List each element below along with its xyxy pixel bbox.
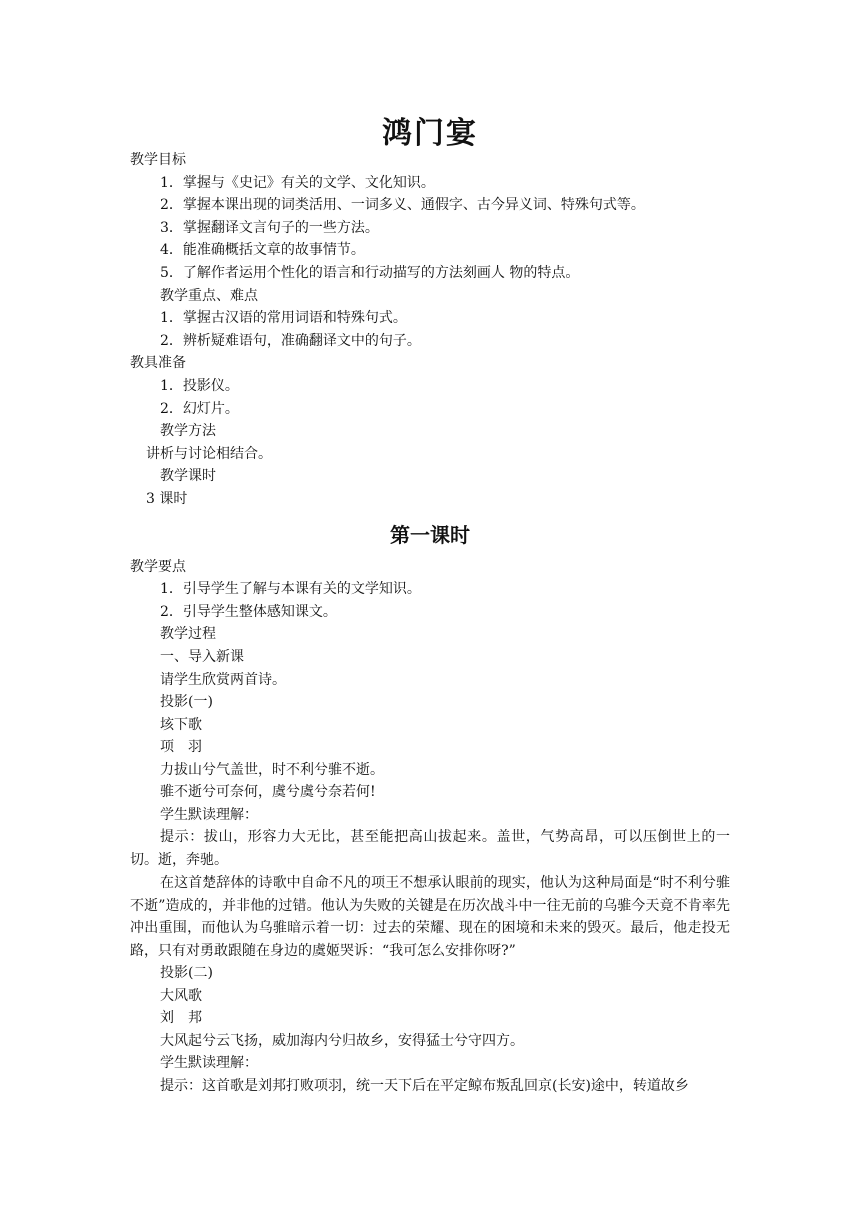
heading-class-hours: 教学课时 <box>160 468 216 484</box>
body-text-line: 学生默读理解： <box>160 1055 258 1071</box>
goal-item: 3．掌握翻译文言句子的一些方法。 <box>160 220 379 236</box>
section-title: 第一课时 <box>390 523 470 547</box>
heading-key-points: 教学重点、难点 <box>160 288 258 304</box>
goal-item: 2．掌握本课出现的词类活用、一词多义、通假字、古今异义词、特殊句式等。 <box>160 197 645 213</box>
step-heading: 一、导入新课 <box>160 649 244 665</box>
hint-text-line: 提示：这首歌是刘邦打败项羽，统一天下后在平定鲸布叛乱回京(长安)途中，转道故乡 <box>160 1078 689 1094</box>
method-text: 讲析与讨论相结合。 <box>146 446 272 462</box>
projection-label: 投影(二) <box>160 965 213 981</box>
goal-item: 4．能准确概括文章的故事情节。 <box>160 242 365 258</box>
heading-teaching-aids: 教具准备 <box>130 355 186 371</box>
hint-paragraph: 提示：拔山，形容力大无比，甚至能把高山拔起来。盖世，气势高昂，可以压倒世上的一切。逝，奔驰。 <box>130 829 730 868</box>
poem-title: 垓下歌 <box>160 717 202 733</box>
key-point-item: 1．掌握古汉语的常用词语和特殊句式。 <box>160 310 407 326</box>
heading-teaching-goals: 教学目标 <box>130 152 186 168</box>
poem-line: 骓不逝兮可奈何，虞兮虞兮奈若何! <box>160 784 376 800</box>
poem-author: 刘 邦 <box>160 1010 202 1026</box>
poem-line: 大风起兮云飞扬，威加海内兮归故乡，安得猛士兮守四方。 <box>160 1033 524 1049</box>
key-point-item: 2．辨析疑难语句，准确翻译文中的句子。 <box>160 333 421 349</box>
body-text-line: 请学生欣赏两首诗。 <box>160 672 286 688</box>
heading-lesson-points: 教学要点 <box>130 559 186 575</box>
goal-item: 5．了解作者运用个性化的语言和行动描写的方法刻画人 物的特点。 <box>160 265 580 281</box>
goal-item: 1．掌握与《史记》有关的文学、文化知识。 <box>160 175 435 191</box>
analysis-paragraph: 在这首楚辞体的诗歌中自命不凡的项王不想承认眼前的现实，他认为这种局面是“时不利兮骓不逝”造成的，并非他的过错。他认为失败的关键是在历次战斗中一往无前的乌骓今天竟不肯率先冲出重围，而他认为乌骓暗示着一切：过去的荣耀、现在的困境和未来的毁灭。最后，他走投无路，只有对勇敢跟随在身边的虞姬哭诉：“我可怎么安排你呀?” <box>130 875 730 959</box>
poem-author: 项 羽 <box>160 739 202 755</box>
heading-teaching-method: 教学方法 <box>160 423 216 439</box>
aid-item: 2．幻灯片。 <box>160 401 239 417</box>
lesson-point-item: 1．引导学生了解与本课有关的文学知识。 <box>160 581 421 597</box>
projection-label: 投影(一) <box>160 694 213 710</box>
lesson-point-item: 2．引导学生整体感知课文。 <box>160 604 337 620</box>
body-text-line: 学生默读理解： <box>160 807 258 823</box>
aid-item: 1．投影仪。 <box>160 378 239 394</box>
poem-title: 大风歌 <box>160 988 202 1004</box>
heading-teaching-process: 教学过程 <box>160 626 216 642</box>
document-title: 鸿门宴 <box>382 116 478 151</box>
class-hours-text: 3 课时 <box>146 491 188 507</box>
poem-line: 力拔山兮气盖世，时不利兮骓不逝。 <box>160 762 384 778</box>
